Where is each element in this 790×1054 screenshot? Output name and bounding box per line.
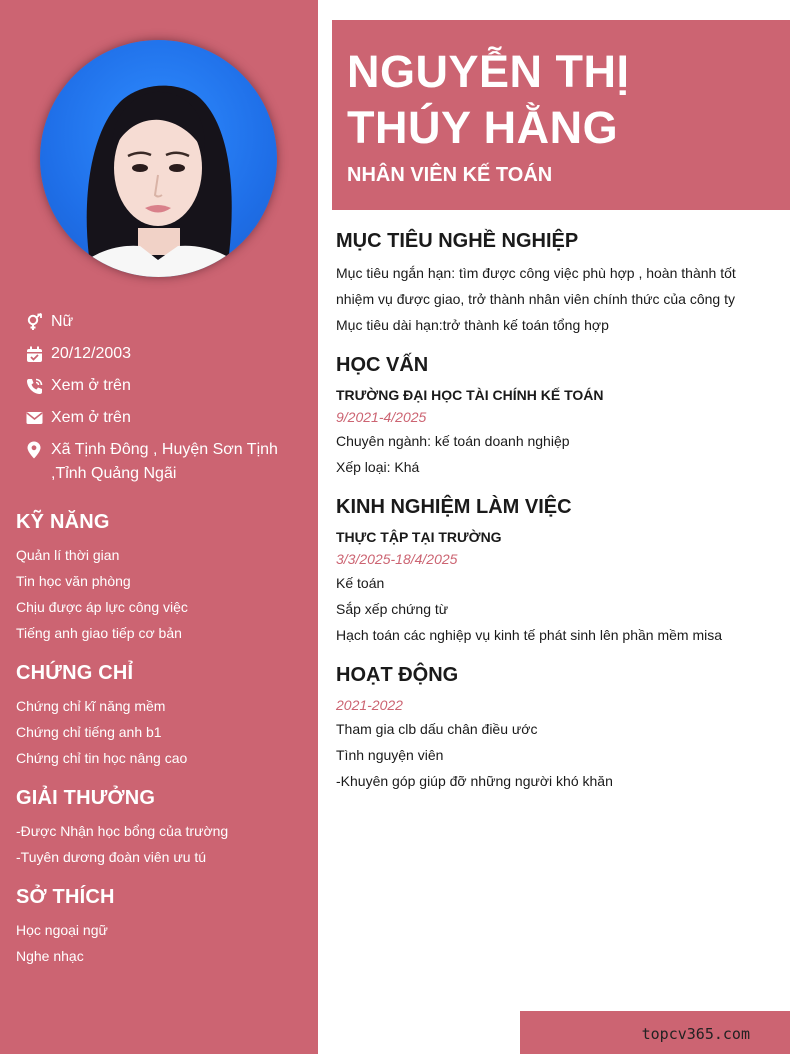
experience-line: Hạch toán các nghiệp vụ kinh tế phát sinh lên phần mềm misa: [336, 627, 723, 643]
objective-section: [336, 228, 776, 338]
objective-title: MỤC TIÊU NGHỀ NGHIỆP: [336, 230, 579, 252]
activity-line: -Khuyên góp giúp đỡ những người khó khăn: [336, 773, 613, 789]
contact-info: [24, 310, 304, 494]
email-icon: [24, 406, 44, 430]
contact-gender: [24, 310, 304, 334]
activities-date: 2021-2022: [336, 697, 403, 713]
hobbies-title: SỞ THÍCH: [16, 886, 115, 908]
school-name: TRƯỜNG ĐẠI HỌC TÀI CHÍNH KẾ TOÁN: [336, 387, 604, 403]
experience-line: Kế toán: [336, 575, 385, 591]
skills-title: KỸ NĂNG: [16, 511, 110, 533]
awards-section: [16, 786, 306, 870]
calendar-icon: [24, 342, 44, 366]
watermark-text: topcv365.com: [641, 1025, 750, 1043]
objective-short: Mục tiêu ngắn hạn: tìm được công việc phù hợp , hoàn thành tốt nhiệm vụ được giao, trở thành nhân viên chính thức của công ty: [336, 265, 736, 307]
contact-birthday-text: 20/12/2003: [51, 345, 132, 362]
skills-section: [16, 510, 306, 646]
education-title: HỌC VẤN: [336, 354, 429, 376]
main-content: [336, 228, 776, 808]
list-item: Tin học văn phòng: [16, 573, 131, 589]
list-item: Học ngoại ngữ: [16, 922, 108, 938]
header-banner: [332, 20, 790, 210]
contact-address-text: Xã Tịnh Đông , Huyện Sơn Tịnh ,Tỉnh Quảng Ngãi: [51, 441, 278, 482]
experience-section: [336, 494, 776, 648]
job-title: NHÂN VIÊN KẾ TOÁN: [347, 164, 553, 186]
education-grade: Xếp loại: Khá: [336, 459, 420, 475]
company-name: THỰC TẬP TẠI TRƯỜNG: [336, 529, 502, 545]
activity-line: Tham gia clb dấu chân điều ước: [336, 721, 538, 737]
awards-title: GIẢI THƯỞNG: [16, 787, 156, 809]
hobbies-section: [16, 885, 306, 969]
contact-phone: [24, 374, 304, 398]
activities-title: HOẠT ĐỘNG: [336, 664, 459, 686]
avatar: [40, 40, 277, 277]
contact-phone-text: Xem ở trên: [51, 377, 131, 394]
list-item: Nghe nhạc: [16, 948, 84, 964]
footer-bar: [520, 1011, 790, 1054]
education-date: 9/2021-4/2025: [336, 409, 427, 425]
certificates-title: CHỨNG CHỈ: [16, 662, 134, 684]
activity-line: Tình nguyện viên: [336, 747, 444, 763]
phone-icon: [24, 374, 44, 398]
experience-title: KINH NGHIỆM LÀM VIỆC: [336, 496, 572, 518]
gender-icon: [24, 310, 44, 334]
list-item: Chứng chỉ tiếng anh b1: [16, 724, 162, 740]
full-name: [347, 44, 774, 156]
sidebar: [0, 0, 318, 1054]
location-icon: [24, 438, 44, 462]
contact-address: [24, 438, 304, 486]
certificates-section: [16, 661, 306, 771]
contact-email: [24, 406, 304, 430]
list-item: -Được Nhận học bổng của trường: [16, 823, 229, 839]
education-section: [336, 352, 776, 480]
activities-section: [336, 662, 776, 794]
name-line-1: NGUYỄN THỊ: [347, 46, 630, 97]
name-line-2: THÚY HẰNG: [347, 102, 619, 153]
list-item: Tiếng anh giao tiếp cơ bản: [16, 625, 182, 641]
list-item: Chứng chỉ tin học nâng cao: [16, 750, 188, 766]
contact-email-text: Xem ở trên: [51, 409, 131, 426]
experience-line: Sắp xếp chứng từ: [336, 601, 449, 617]
experience-date: 3/3/2025-18/4/2025: [336, 551, 458, 567]
objective-long: Mục tiêu dài hạn:trở thành kế toán tổng hợp: [336, 317, 609, 333]
list-item: Quản lí thời gian: [16, 547, 120, 563]
education-major: Chuyên ngành: kế toán doanh nghiệp: [336, 433, 570, 449]
list-item: Chứng chỉ kĩ năng mềm: [16, 698, 166, 714]
contact-gender-text: Nữ: [51, 313, 74, 330]
list-item: -Tuyên dương đoàn viên ưu tú: [16, 849, 207, 865]
list-item: Chịu được áp lực công việc: [16, 599, 188, 615]
contact-birthday: [24, 342, 304, 366]
